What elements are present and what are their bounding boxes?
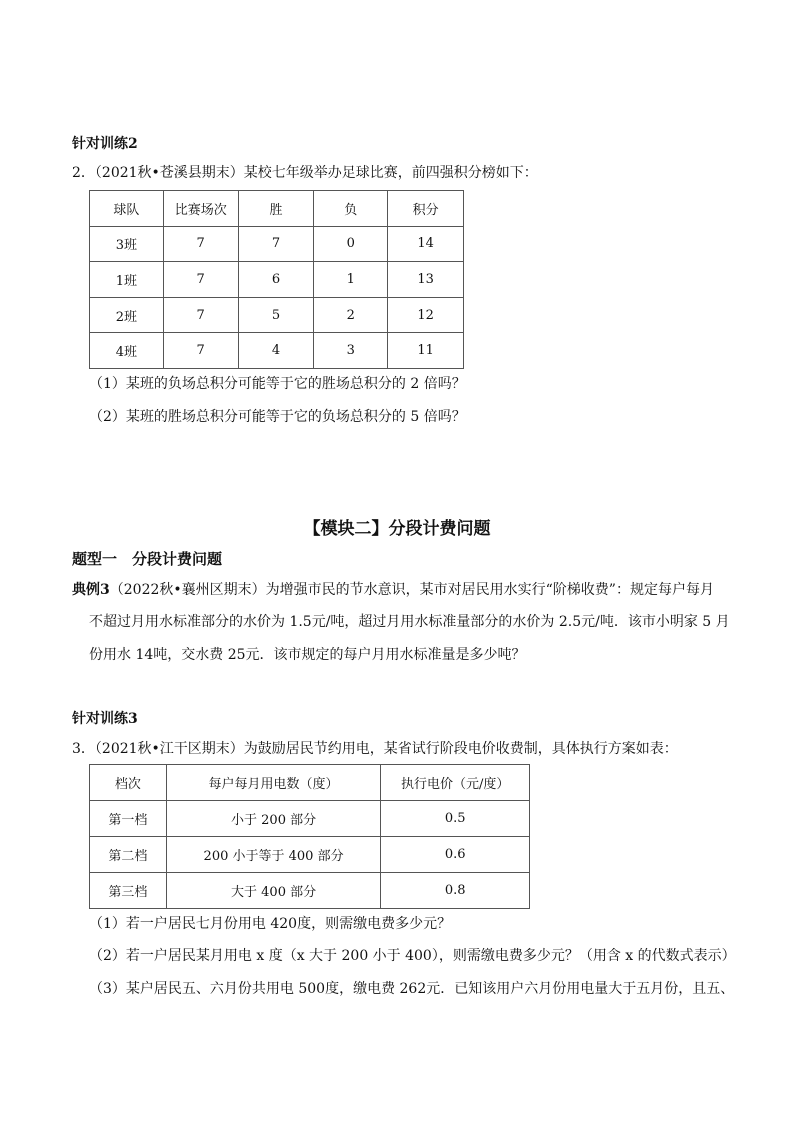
table-header-row [90, 191, 464, 227]
electricity-price-table [89, 764, 530, 909]
module-title: 【模块二】分段计费问题 [303, 519, 491, 539]
example-3-line-3: 份用水 14吨，交水费 25元．该市规定的每户月用水标准量是多少吨？ [89, 647, 526, 663]
standings-table [89, 190, 464, 369]
table-header-cell: 球队 [90, 191, 164, 227]
section-heading-training-3: 针对训练3 [72, 711, 138, 727]
table-cell: 第三档 [90, 873, 167, 909]
table-cell: 2班 [90, 297, 164, 333]
table-cell: 13 [388, 262, 464, 298]
table-cell: 0.5 [381, 801, 530, 837]
table-cell: 第一档 [90, 801, 167, 837]
example-3-line-1 [72, 580, 714, 600]
sub-question-3-2: （2）若一户居民某月用电 x 度（x 大于 200 小于 400），则需缴电费多少元？（用含 x 的代数式表示） [89, 948, 736, 964]
table-cell: 4 [238, 333, 314, 369]
sub-question-2: （2）某班的胜场总积分可能等于它的负场总积分的 5 倍吗？ [89, 409, 466, 425]
table-header-cell: 胜 [238, 191, 314, 227]
type-heading: 题型一 分段计费问题 [72, 550, 223, 568]
table-cell: 小于 200 部分 [166, 801, 381, 837]
table-cell: 12 [388, 297, 464, 333]
table-row [90, 837, 530, 873]
table-cell: 7 [163, 262, 238, 298]
section-heading-training-2: 针对训练2 [72, 136, 138, 152]
example-text: （2022秋•襄州区期末）为增强市民的节水意识，某市对居民用水实行“阶梯收费”：规定每户每月 [109, 582, 714, 598]
table-cell: 0 [314, 226, 388, 262]
table-row [90, 333, 464, 369]
table-row [90, 226, 464, 262]
table-header-cell: 档次 [90, 765, 167, 801]
table-header-cell: 执行电价（元/度） [381, 765, 530, 801]
table-cell: 2 [314, 297, 388, 333]
table-header-cell: 积分 [388, 191, 464, 227]
table-header-cell: 比赛场次 [163, 191, 238, 227]
sub-question-3-1: （1）若一户居民七月份用电 420度，则需缴电费多少元？ [89, 916, 452, 932]
table-row [90, 873, 530, 909]
question-3-text: 3．（2021秋•江干区期末）为鼓励居民节约用电，某省试行阶段电价收费制，具体执行方案如表： [72, 741, 678, 757]
example-3-line-2: 不超过月用水标准部分的水价为 1.5元/吨，超过月用水标准量部分的水价为 2.5元/吨．该市小明家 5 月 [89, 614, 730, 630]
table-cell: 7 [163, 333, 238, 369]
table-cell: 7 [163, 297, 238, 333]
table-cell: 0.6 [381, 837, 530, 873]
table-cell: 5 [238, 297, 314, 333]
question-2-text: 2．（2021秋•苍溪县期末）某校七年级举办足球比赛，前四强积分榜如下： [72, 165, 538, 181]
table-cell: 11 [388, 333, 464, 369]
table-header-cell: 负 [314, 191, 388, 227]
table-row [90, 297, 464, 333]
sub-question-1: （1）某班的负场总积分可能等于它的胜场总积分的 2 倍吗？ [89, 376, 466, 392]
table-header-cell: 每户每月用电数（度） [166, 765, 381, 801]
table-cell: 7 [238, 226, 314, 262]
table-cell: 第二档 [90, 837, 167, 873]
table-cell: 6 [238, 262, 314, 298]
table-cell: 3 [314, 333, 388, 369]
table-cell: 14 [388, 226, 464, 262]
table-cell: 0.8 [381, 873, 530, 909]
table-cell: 3班 [90, 226, 164, 262]
table-cell: 大于 400 部分 [166, 873, 381, 909]
table-cell: 7 [163, 226, 238, 262]
table-cell: 4班 [90, 333, 164, 369]
table-cell: 1班 [90, 262, 164, 298]
example-label: 典例3 [72, 582, 110, 598]
sub-question-3-3: （3）某户居民五、六月份共用电 500度，缴电费 262元．已知该用户六月份用电量大于五月份，且五、 [89, 981, 735, 997]
table-header-row [90, 765, 530, 801]
table-row [90, 262, 464, 298]
table-row [90, 801, 530, 837]
table-cell: 1 [314, 262, 388, 298]
table-cell: 200 小于等于 400 部分 [166, 837, 381, 873]
